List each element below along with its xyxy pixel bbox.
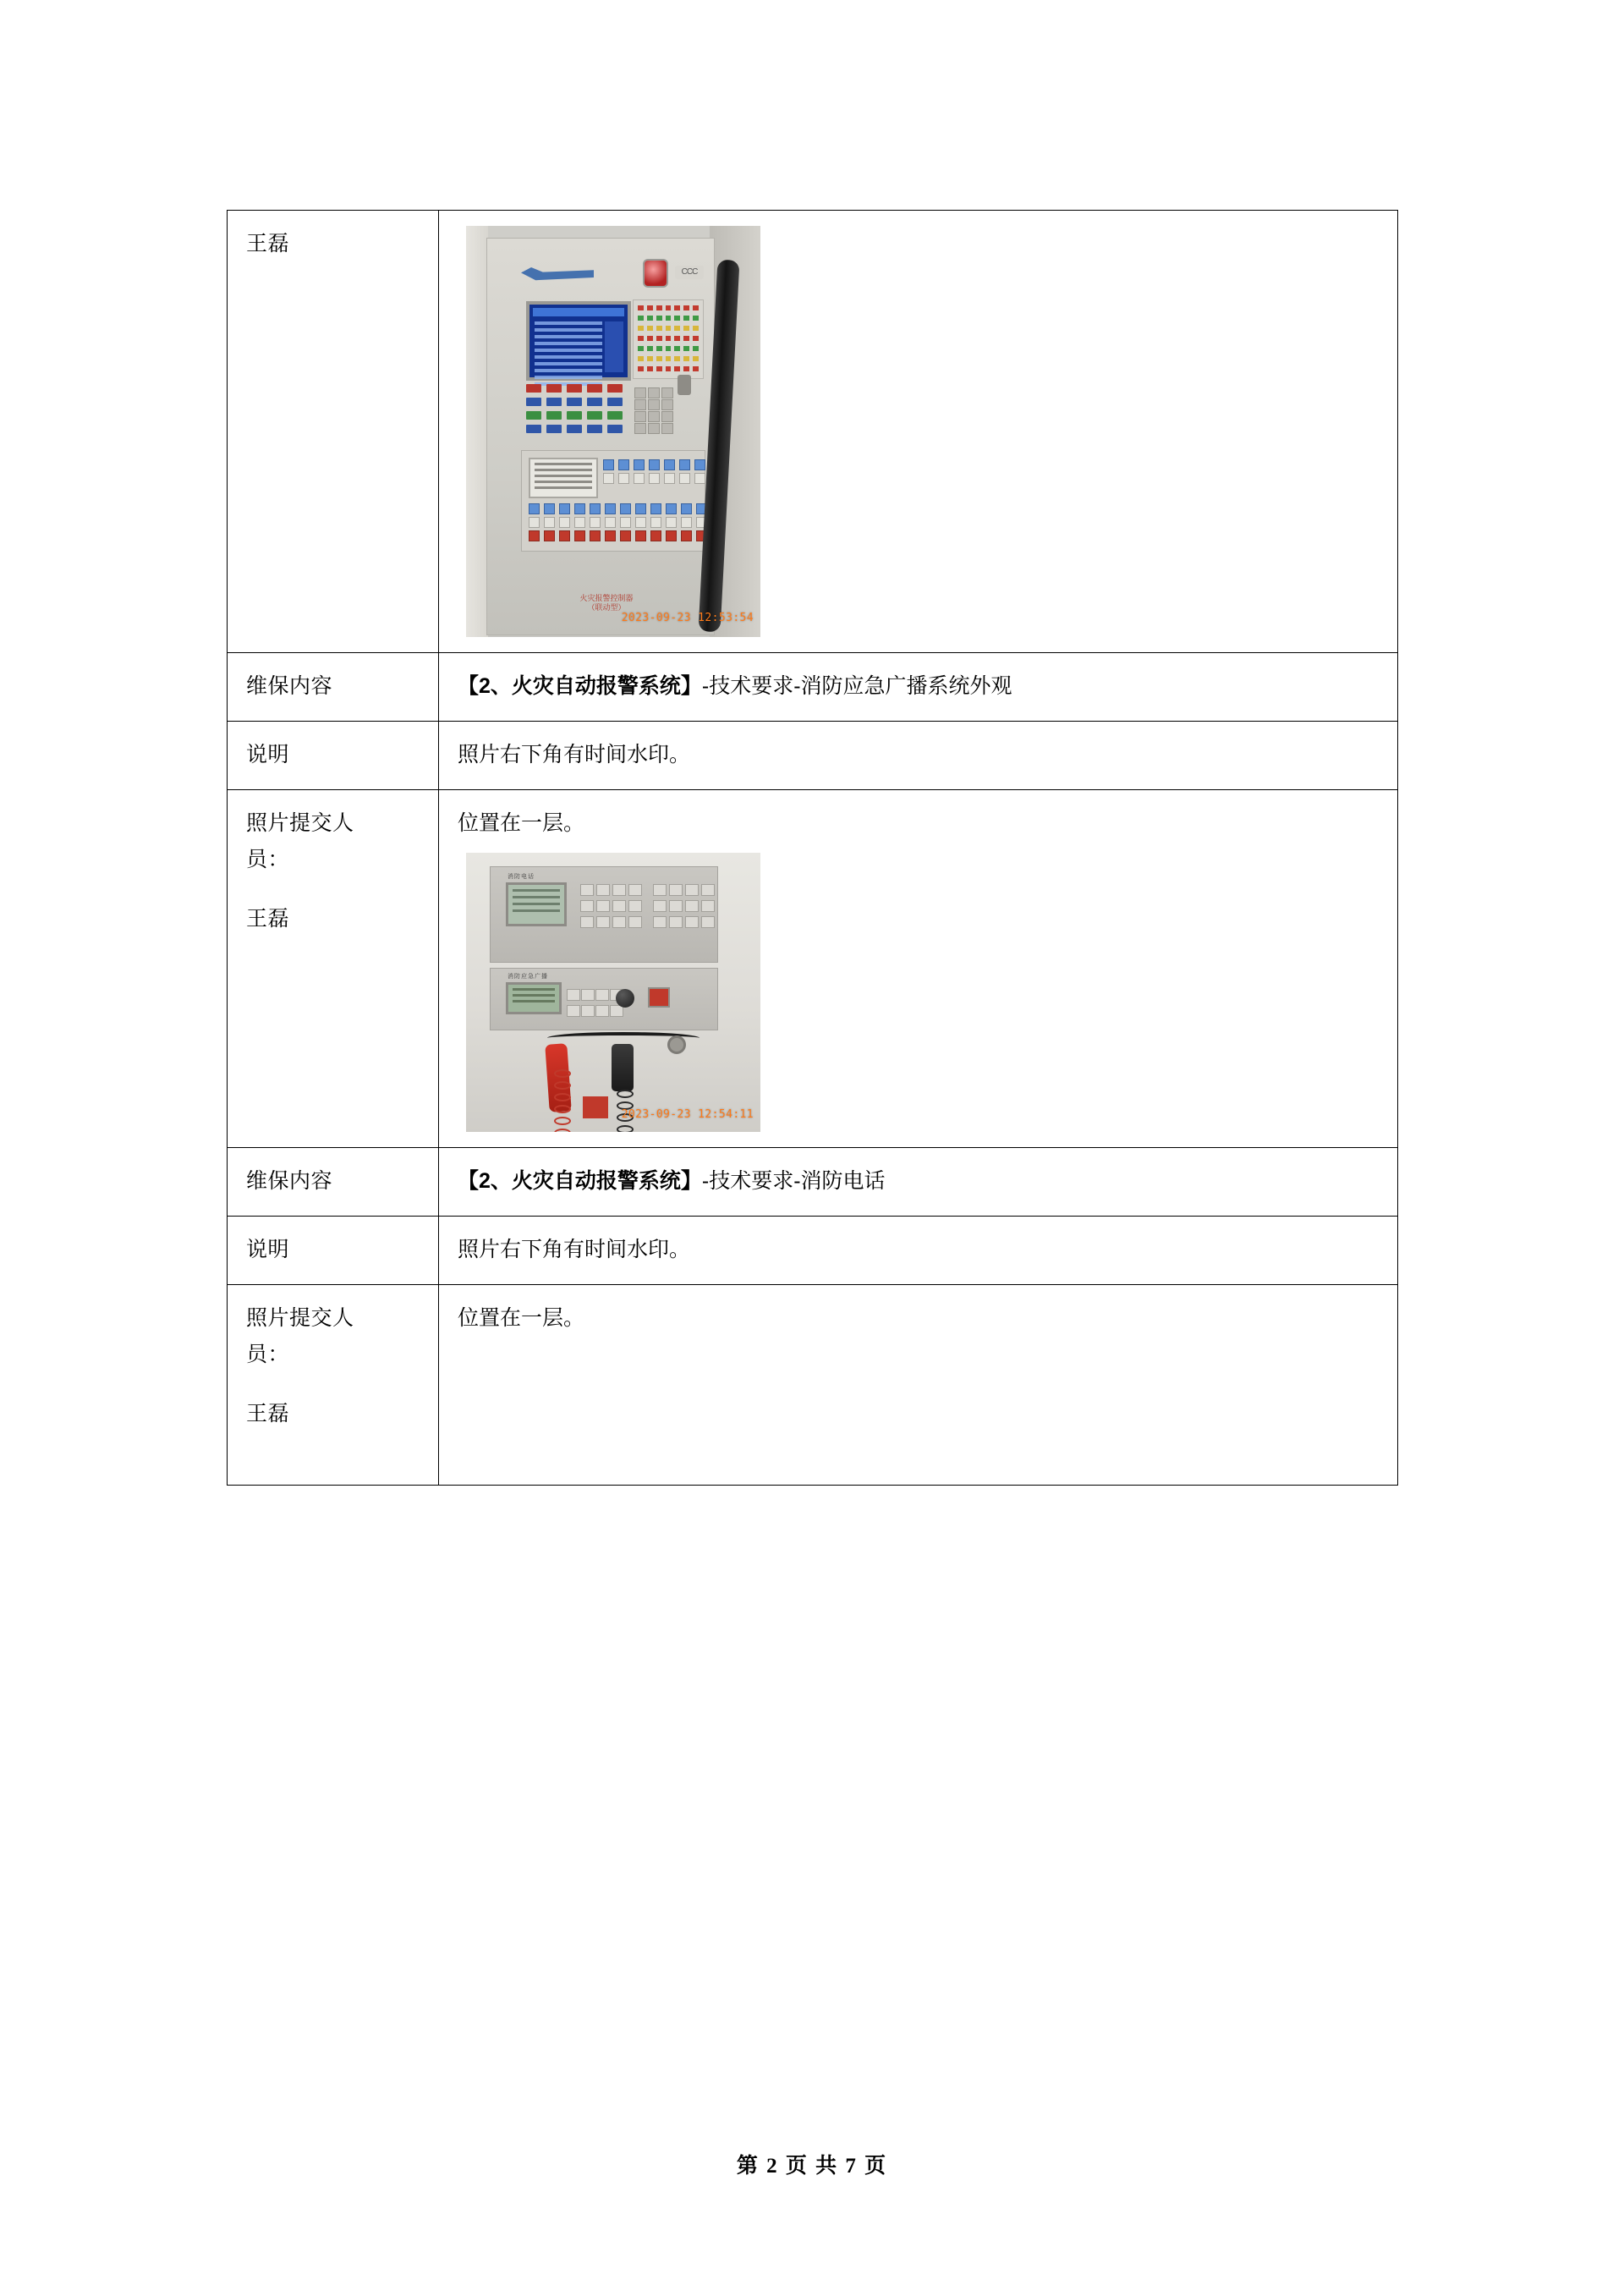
lower-lcd-screen [529,458,598,498]
table-row [228,1216,1398,1284]
table-row [228,653,1398,722]
maintenance-system-name: 【2、火灾自动报警系统】 [458,1169,702,1193]
telephone-lcd-screen [506,882,567,926]
maintenance-requirement-text: -技术要求-消防应急广播系统外观 [701,674,1012,698]
maintenance-content-text [458,668,1379,705]
description-text: 照片右下角有时间水印。 [458,1237,691,1261]
row-label-line: 员： [246,1343,290,1367]
telephone-panel-label: 消防电话 [508,874,535,880]
row-label-cell [228,1284,439,1485]
table-row [228,789,1398,1148]
table-row [228,721,1398,789]
broadcast-panel-label: 消防应急广播 [508,974,548,980]
photo-wrapper [458,226,1379,637]
photo-timestamp-watermark: 2023-09-23 12:53:54 [621,612,754,625]
photo-timestamp-watermark: 2023-09-23 12:54:11 [621,1108,754,1122]
numeric-keypad [634,387,685,435]
fire-emergency-broadcast-telephone-photo [466,853,760,1132]
function-key-group [526,384,626,435]
panel-caption-text: 火灾报警控制器 （联动型） [579,594,634,612]
row-content-cell [439,1148,1398,1217]
broadcast-key-block [567,989,620,1017]
fire-telephone-jack-box [583,1096,608,1118]
maintenance-content-text [458,1163,1379,1200]
lower-linkage-panel [521,450,705,552]
row-content-cell [439,653,1398,722]
row-label-line: 照片提交人 [246,810,354,835]
row-label-cell [228,1216,439,1284]
row-label-line: 员： [246,848,290,872]
row-label-cell [228,211,439,653]
submitter-name: 王磊 [246,907,290,931]
telephone-host-panel [490,866,718,963]
indicator-lamp-panel [633,299,704,379]
red-handset-coil-cord [554,1069,571,1123]
row-label-line: 说明 [246,1237,290,1261]
description-text: 照片右下角有时间水印。 [458,742,691,766]
photo-wall-left [466,226,488,637]
location-text: 位置在一层。 [458,810,585,835]
telephone-key-block-right [653,884,713,928]
maintenance-requirement-text: -技术要求-消防电话 [701,1169,886,1193]
row-label-line: 维保内容 [246,674,333,698]
row-label-cell [228,653,439,722]
broadcast-lcd-screen [506,982,562,1014]
row-content-cell [439,1216,1398,1284]
volume-knob [616,989,634,1008]
brand-logo-icon [521,267,594,281]
control-panel-cabinet [486,238,715,635]
lcd-text-rows [535,321,602,372]
page-footer: 第 2 页 共 7 页 [736,2155,888,2178]
row-content-cell [439,1284,1398,1485]
row-content-cell [439,721,1398,789]
black-microphone [612,1044,634,1091]
wall-hook-icon [667,1035,686,1054]
location-text: 位置在一层。 [458,1305,585,1330]
row-label-cell [228,1148,439,1217]
table-row [228,1284,1398,1485]
maintenance-system-name: 【2、火灾自动报警系统】 [458,674,702,698]
maintenance-record-table [227,210,1398,1486]
ccc-certification-icon: CCC [675,266,704,279]
panel-lcd-screen [526,301,631,381]
alarm-lamp-icon [643,259,668,288]
broadcast-emergency-button [648,987,670,1008]
fire-alarm-control-panel-photo [466,226,760,637]
lcd-side-panel [605,321,623,372]
row-label-line: 王磊 [246,232,290,255]
submitter-name: 王磊 [246,1402,290,1425]
telephone-key-block-left [580,884,640,928]
table-row [228,211,1398,653]
row-content-cell [439,211,1398,653]
row-label-line: 维保内容 [246,1169,333,1193]
row-label-line: 照片提交人 [246,1305,354,1330]
table-row [228,1148,1398,1217]
row-label-cell [228,721,439,789]
lcd-title-bar [533,308,624,316]
row-label-line: 说明 [246,742,290,766]
row-content-cell [439,789,1398,1148]
cabinet-lock-icon [678,375,691,395]
row-label-cell [228,789,439,1148]
broadcast-host-panel [490,968,718,1030]
